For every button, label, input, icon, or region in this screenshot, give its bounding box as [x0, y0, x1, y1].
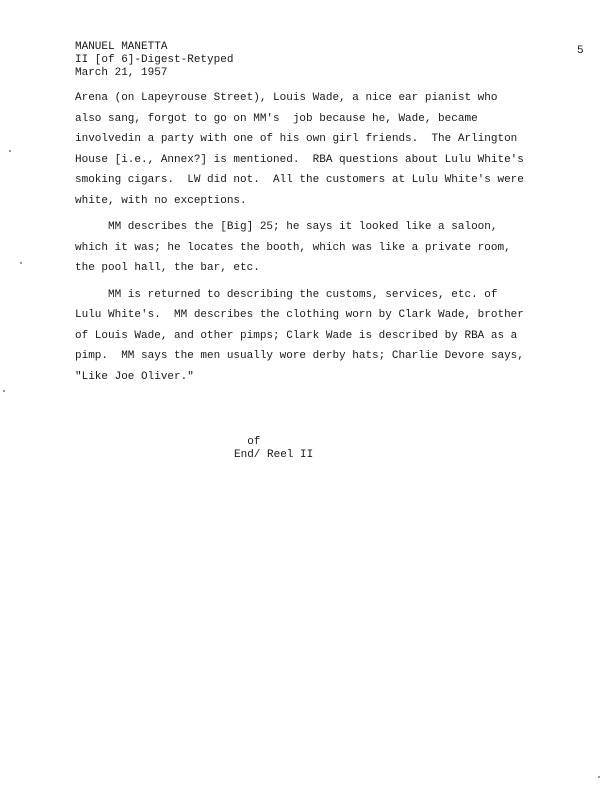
- text-line: Lulu White's. MM describes the clothing worn by Clark Wade, brother: [75, 309, 524, 321]
- text-line: pimp. MM says the men usually wore derby hats; Charlie Devore says,: [75, 350, 524, 362]
- text-line: smoking cigars. LW did not. All the customers at Lulu White's were: [75, 174, 524, 186]
- end-note-of: of: [234, 436, 261, 448]
- text-line: "Like Joe Oliver.": [75, 370, 194, 383]
- document-body: [75, 88, 575, 387]
- interviewee-name: MANUEL MANETTA: [75, 41, 168, 53]
- text-line: MM describes the [Big] 25; he says it looked like a saloon,: [75, 221, 498, 233]
- reel-info: II [of 6]-Digest-Retyped: [75, 54, 234, 66]
- text-line: of Louis Wade, and other pimps; Clark Wade is described by RBA as a: [75, 329, 518, 342]
- scan-speck: [20, 262, 22, 264]
- text-line: House [i.e., Annex?] is mentioned. RBA questions about Lulu White's: [75, 153, 524, 166]
- document-header: [75, 41, 233, 80]
- text-line: MM is returned to describing the customs, services, etc. of: [75, 288, 498, 301]
- scan-speck: [9, 150, 11, 152]
- page-number: 5: [577, 45, 584, 57]
- interview-date: March 21, 1957: [75, 67, 168, 79]
- scan-speck: [598, 776, 600, 778]
- text-line: which it was; he locates the booth, which was like a private room,: [75, 241, 511, 254]
- text-line: white, with no exceptions.: [75, 194, 247, 207]
- text-line: also sang, forgot to go on MM's job because he, Wade, became: [75, 112, 478, 125]
- paragraph: [75, 285, 575, 388]
- paragraph: [75, 217, 575, 279]
- text-line: the pool hall, the bar, etc.: [75, 262, 260, 274]
- end-of-reel-note: [234, 436, 313, 462]
- paragraph: [75, 88, 575, 211]
- text-line: Arena (on Lapeyrouse Street), Louis Wade, a nice ear pianist who: [75, 92, 498, 104]
- end-note-reel: End/ Reel II: [234, 449, 314, 461]
- scan-speck: [3, 390, 5, 392]
- text-line: involvedin a party with one of his own girl friends. The Arlington: [75, 133, 518, 145]
